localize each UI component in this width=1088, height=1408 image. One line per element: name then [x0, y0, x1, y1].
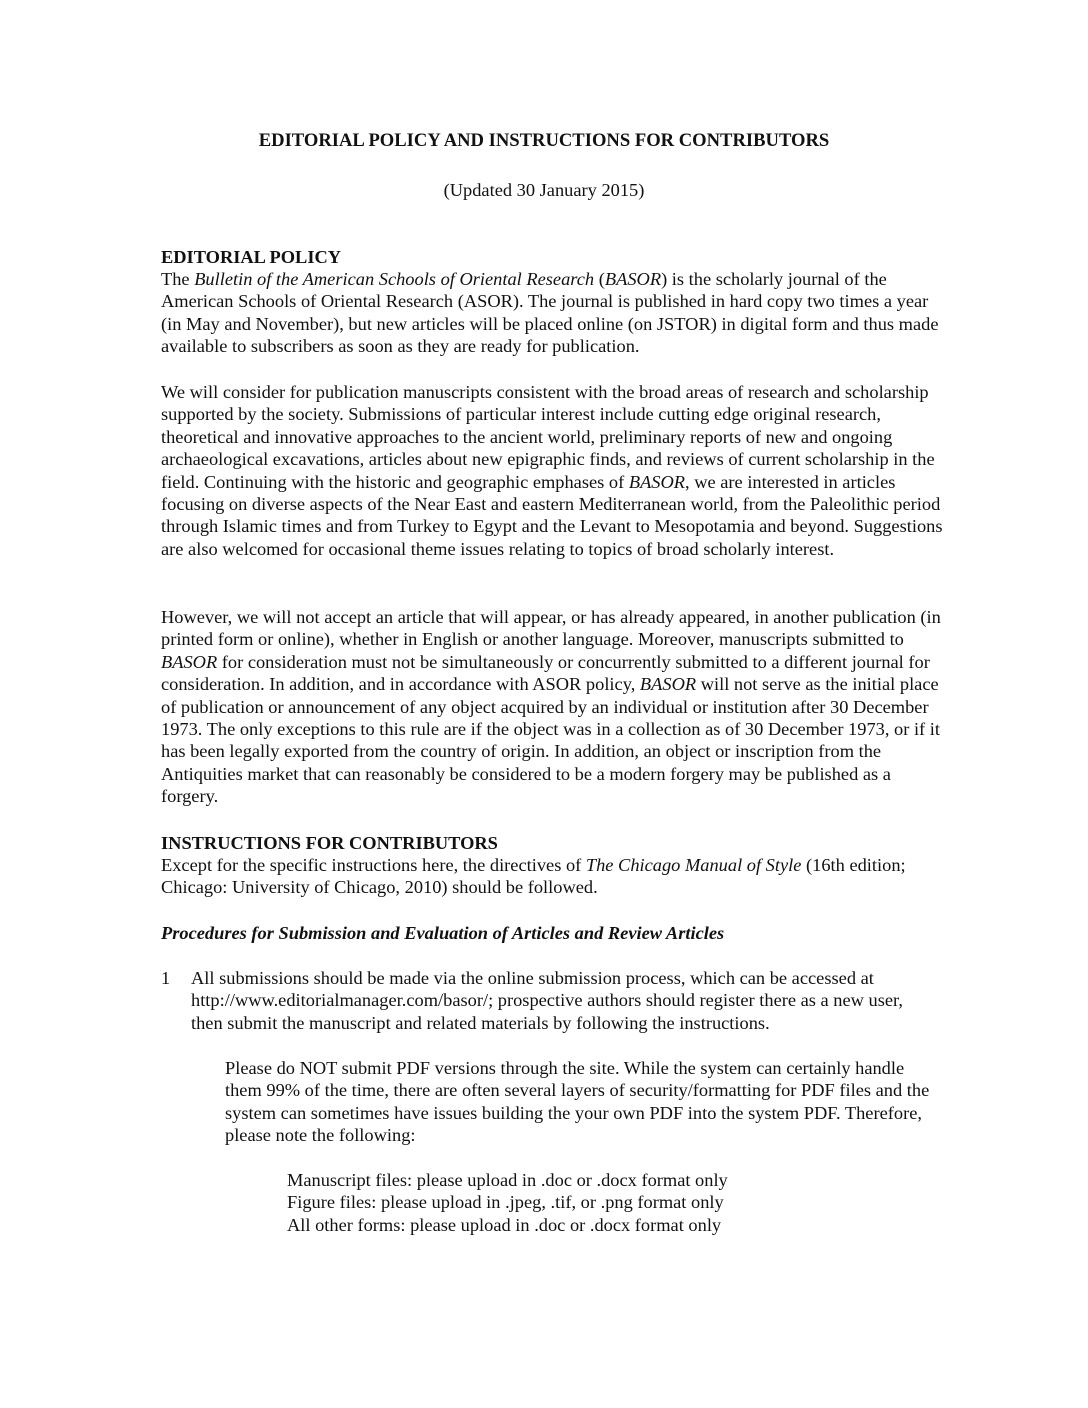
text-run: Except for the specific instructions here, the directives of: [161, 855, 586, 875]
style-manual-title: The Chicago Manual of Style: [585, 855, 802, 875]
journal-abbreviation: BASOR: [604, 269, 662, 289]
editorial-policy-paragraph-3: [161, 606, 951, 808]
instructions-paragraph-1: [161, 854, 951, 899]
journal-name: Bulletin of the American Schools of Oriental Research: [194, 269, 595, 289]
text-run: for consideration must not be simultaneously or concurrently submitted to a different journal for consideration. In addition, and in accordance with ASOR policy,: [161, 651, 930, 695]
text-run: The: [161, 269, 195, 289]
pdf-note-paragraph: Please do NOT submit PDF versions through the site. While the system can certainly handle them 99% of the time, there are often several layers of security/formatting for PDF files and the system can sometimes have issues building the your own PDF into the system PDF. Therefore, please note the following:: [225, 1058, 930, 1146]
updated-date: (Updated 30 January 2015): [443, 180, 645, 200]
journal-abbreviation: BASOR: [161, 651, 218, 672]
format-figures: Figure files: please upload in .jpeg, .tif, or .png format only: [287, 1192, 724, 1213]
text-run: (16th edition; Chicago: University of Chicago, 2010) should be followed.: [161, 855, 906, 898]
format-other-forms: All other forms: please upload in .doc or .docx format only: [287, 1214, 722, 1235]
journal-abbreviation: BASOR: [628, 471, 686, 492]
editorial-policy-paragraph-2: [161, 381, 951, 560]
instructions-heading: INSTRUCTIONS FOR CONTRIBUTORS: [161, 833, 498, 853]
text-run: However, we will not accept an article that will appear, or has already appeared, in another publication (in printed form or online), whether in English or another language. Moreover, manuscripts submitted to: [161, 607, 941, 650]
text-run: ) is the scholarly journal of the American Schools of Oriental Research (ASOR). The journal is published in hard copy two times a year (in May and November), but new articles will be placed online (on JSTOR) in digital form and thus made available to subscribers as soon as they are ready for publication.: [161, 269, 939, 357]
editorial-policy-paragraph-1: [161, 268, 951, 358]
journal-abbreviation: BASOR: [639, 674, 697, 695]
text-run: will not serve as the initial place of publication or announcement of any object acquired by an individual or institution after 30 December 1973. The only exceptions to this rule are if the object was in a collection as of 30 December 1973, or if it has been legally exported from the country of origin. In addition, an object or inscription from the Antiquities market that can reasonably be considered to be a modern forgery may be published as a forgery.: [161, 674, 940, 807]
procedures-subheading: Procedures for Submission and Evaluation of Articles and Review Articles: [161, 923, 725, 943]
text-run: , we are interested in articles focusing on diverse aspects of the Near East and eastern Mediterranean world, from the Paleolithic period through Islamic times and from Turkey to Egypt and the Levant to Mesopotamia and beyond. Suggestions are also welcomed for occasional theme issues relating to topics of broad scholarly interest.: [161, 471, 943, 559]
text-run: (: [594, 269, 605, 289]
editorial-policy-heading: EDITORIAL POLICY: [161, 247, 342, 267]
format-manuscript: Manuscript files: please upload in .doc or .docx format only: [287, 1170, 728, 1190]
file-format-list: [287, 1169, 907, 1236]
list-item-text: All submissions should be made via the online submission process, which can be accessed at http://www.editorialmanager.com/basor/; prospective authors should register there as a new user, then submit the manuscript and related materials by following the instructions.: [191, 968, 904, 1033]
document-title: EDITORIAL POLICY AND INSTRUCTIONS FOR CONTRIBUTORS: [258, 130, 830, 151]
text-run: We will consider for publication manuscripts consistent with the broad areas of research and scholarship supported by the society. Submissions of particular interest include cutting edge original research, theoretical and innovative approaches to the ancient world, preliminary reports of new and ongoing archaeological excavations, articles about new epigraphic finds, and reviews of current scholarship in the field. Continuing with the historic and geographic emphases of: [161, 382, 935, 492]
list-item-number: 1: [161, 968, 171, 988]
